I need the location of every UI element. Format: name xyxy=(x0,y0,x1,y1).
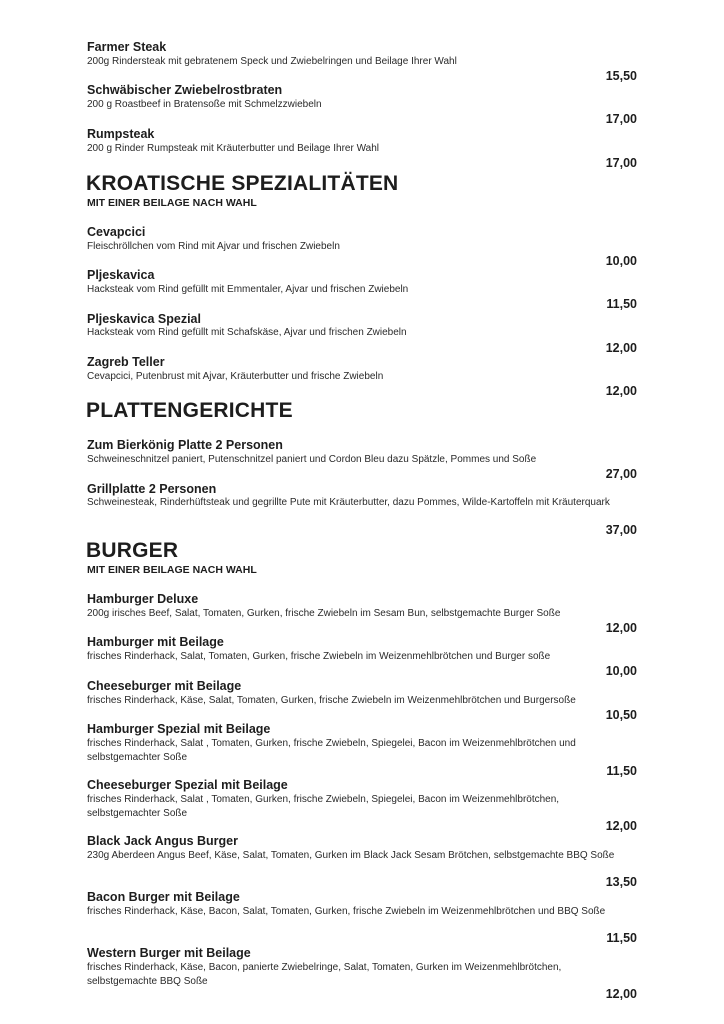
item-description: 200 g Rinder Rumpsteak mit Kräuterbutter und Beilage Ihrer Wahl xyxy=(87,143,379,154)
item-description: Fleischröllchen vom Rind mit Ajvar und frischen Zwiebeln xyxy=(87,241,340,252)
item-price: 11,50 xyxy=(606,297,637,311)
item-price: 17,00 xyxy=(605,112,637,126)
item-description: Hacksteak vom Rind gefüllt mit Schafskäse, Ajvar und frischen Zwiebeln xyxy=(87,327,407,338)
section-subtitle: MIT EINER BEILAGE NACH WAHL xyxy=(87,564,257,576)
item-description: frisches Rinderhack, Salat , Tomaten, Gurken, frische Zwiebeln, Spiegelei, Bacon im Weizenmehlbrötchen und selbstgemachter Soße xyxy=(87,738,576,763)
item-name: Cheeseburger mit Beilage xyxy=(87,679,242,693)
item-price: 17,00 xyxy=(605,156,637,170)
item-name: Pljeskavica Spezial xyxy=(87,312,201,326)
item-description: 200g irisches Beef, Salat, Tomaten, Gurken, frische Zwiebeln im Sesam Bun, selbstgemachte Burger Soße xyxy=(87,608,561,619)
item-price: 15,50 xyxy=(605,69,637,83)
item-name: Zagreb Teller xyxy=(87,355,165,369)
item-name: Black Jack Angus Burger xyxy=(87,834,238,848)
item-name: Bacon Burger mit Beilage xyxy=(87,890,240,904)
section-title: BURGER xyxy=(86,539,179,562)
section-title: KROATISCHE SPEZIALITÄTEN xyxy=(86,172,399,195)
item-description: frisches Rinderhack, Käse, Bacon, Salat, Tomaten, Gurken, frische Zwiebeln im Weizenmehlbrötchen und BBQ Soße xyxy=(87,906,606,917)
item-price: 27,00 xyxy=(605,467,637,481)
item-name: Hamburger Deluxe xyxy=(87,592,199,606)
item-name: Cevapcici xyxy=(87,225,146,239)
item-price: 10,50 xyxy=(605,708,637,722)
item-description: Cevapcici, Putenbrust mit Ajvar, Kräuterbutter und frische Zwiebeln xyxy=(87,371,384,382)
item-price: 12,00 xyxy=(605,987,637,1001)
section-title: PLATTENGERICHTE xyxy=(86,399,293,422)
item-name: Schwäbischer Zwiebelrostbraten xyxy=(87,83,283,97)
item-name: Hamburger mit Beilage xyxy=(87,635,224,649)
item-description: 200 g Roastbeef in Bratensoße mit Schmelzzwiebeln xyxy=(87,99,322,110)
item-name: Pljeskavica xyxy=(87,268,155,282)
item-description: Schweineschnitzel paniert, Putenschnitzel paniert und Cordon Bleu dazu Spätzle, Pommes und Soße xyxy=(87,454,537,465)
item-description: 230g Aberdeen Angus Beef, Käse, Salat, Tomaten, Gurken im Black Jack Sesam Brötchen, selbstgemachte BBQ Soße xyxy=(87,850,615,861)
item-name: Farmer Steak xyxy=(87,40,167,54)
item-price: 11,50 xyxy=(606,931,637,945)
item-price: 12,00 xyxy=(605,819,637,833)
item-price: 37,00 xyxy=(605,523,637,537)
item-price: 11,50 xyxy=(606,764,637,778)
item-description: frisches Rinderhack, Käse, Salat, Tomaten, Gurken, frische Zwiebeln im Weizenmehlbrötchen und Burgersoße xyxy=(87,695,576,706)
item-name: Zum Bierkönig Platte 2 Personen xyxy=(87,438,283,452)
item-name: Rumpsteak xyxy=(87,127,155,141)
item-name: Western Burger mit Beilage xyxy=(87,946,251,960)
item-description: 200g Rindersteak mit gebratenem Speck und Zwiebelringen und Beilage Ihrer Wahl xyxy=(87,56,457,67)
item-name: Hamburger Spezial mit Beilage xyxy=(87,722,271,736)
section-subtitle: MIT EINER BEILAGE NACH WAHL xyxy=(87,197,257,209)
item-price: 12,00 xyxy=(605,341,637,355)
item-description: frisches Rinderhack, Salat , Tomaten, Gurken, frische Zwiebeln, Spiegelei, Bacon im Weizenmehlbrötchen, selbstgemachter Soße xyxy=(87,794,560,819)
item-price: 10,00 xyxy=(605,664,637,678)
item-price: 12,00 xyxy=(605,621,637,635)
item-price: 13,50 xyxy=(605,875,637,889)
item-name: Grillplatte 2 Personen xyxy=(87,482,217,496)
item-name: Cheeseburger Spezial mit Beilage xyxy=(87,778,288,792)
item-description: frisches Rinderhack, Salat, Tomaten, Gurken, frische Zwiebeln im Weizenmehlbrötchen und Burger soße xyxy=(87,651,551,662)
item-description: Hacksteak vom Rind gefüllt mit Emmentaler, Ajvar und frischen Zwiebeln xyxy=(87,284,409,295)
item-price: 12,00 xyxy=(605,384,637,398)
item-price: 10,00 xyxy=(605,254,637,268)
item-description: frisches Rinderhack, Käse, Bacon, panierte Zwiebelringe, Salat, Tomaten, Gurken im Weizenmehlbrötchen, selbstgemachte BBQ Soße xyxy=(87,962,562,987)
item-description: Schweinesteak, Rinderhüftsteak und gegrillte Pute mit Kräuterbutter, dazu Pommes, Wilde-Kartoffeln mit Kräuterquark xyxy=(87,497,610,508)
